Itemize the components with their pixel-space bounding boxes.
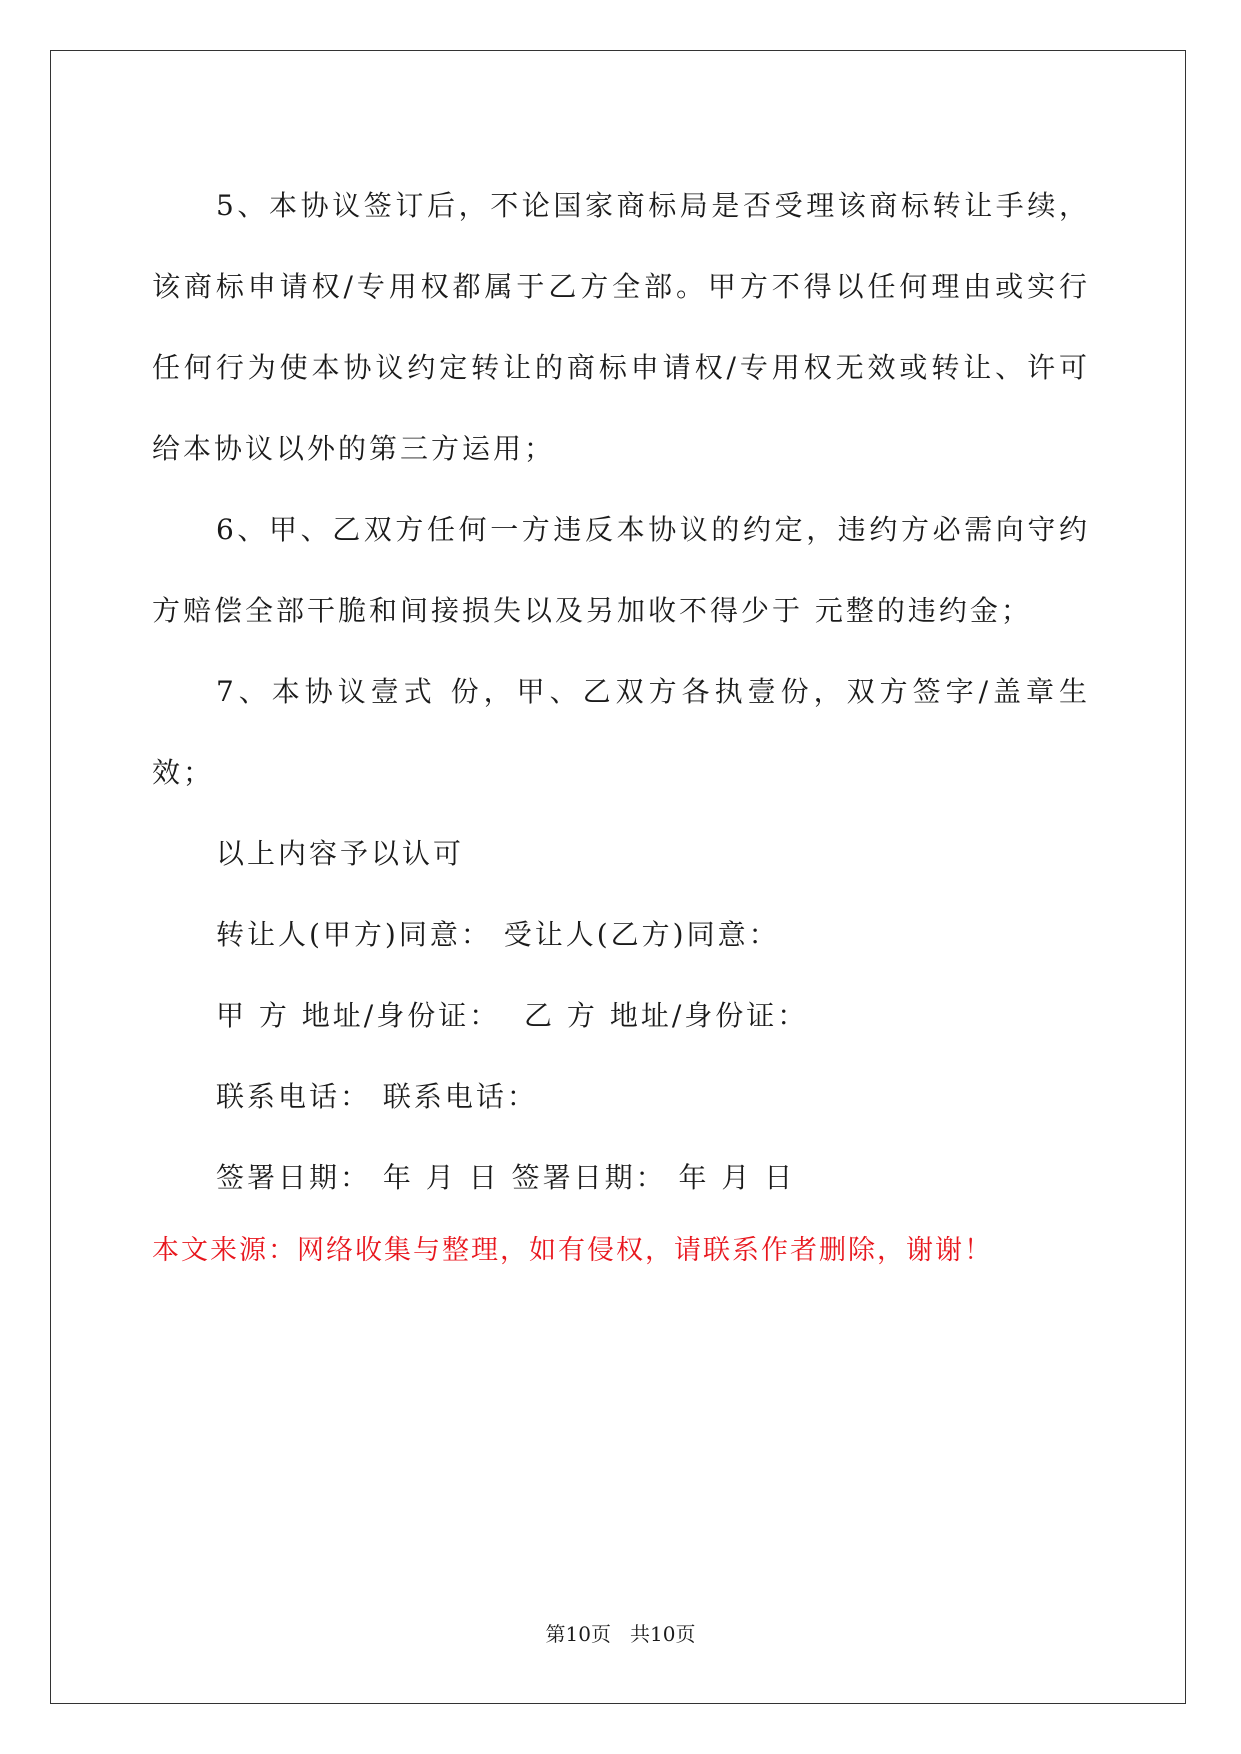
page-footer: 第10页 共10页	[545, 1622, 696, 1646]
clause-5: 5、本协议签订后，不论国家商标局是否受理该商标转让手续，该商标申请权/专用权都属于乙方全部。甲方不得以任何理由或实行任何行为使本协议约定转让的商标申请权/专用权无效或转让、许可给本协议以外的第三方运用；	[152, 189, 1090, 465]
signature-phone: 联系电话： 联系电话：	[216, 1080, 538, 1113]
signature-consent: 转让人(甲方)同意： 受让人(乙方)同意：	[216, 918, 780, 951]
source-note: 本文来源：网络收集与整理，如有侵权，请联系作者删除，谢谢！	[152, 1235, 993, 1266]
document-body	[152, 165, 1090, 1218]
signature-date: 签署日期： 年 月 日 签署日期： 年 月 日	[216, 1161, 796, 1194]
signature-address: 甲 方 地址/身份证： 乙 方 地址/身份证：	[216, 999, 809, 1032]
clause-7: 7、本协议壹式 份，甲、乙双方各执壹份，双方签字/盖章生效；	[152, 675, 1090, 789]
clause-6: 6、甲、乙双方任何一方违反本协议的约定，违约方必需向守约方赔偿全部干脆和间接损失以及另加收不得少于 元整的违约金；	[152, 513, 1090, 627]
closing-statement: 以上内容予以认可	[216, 837, 465, 870]
